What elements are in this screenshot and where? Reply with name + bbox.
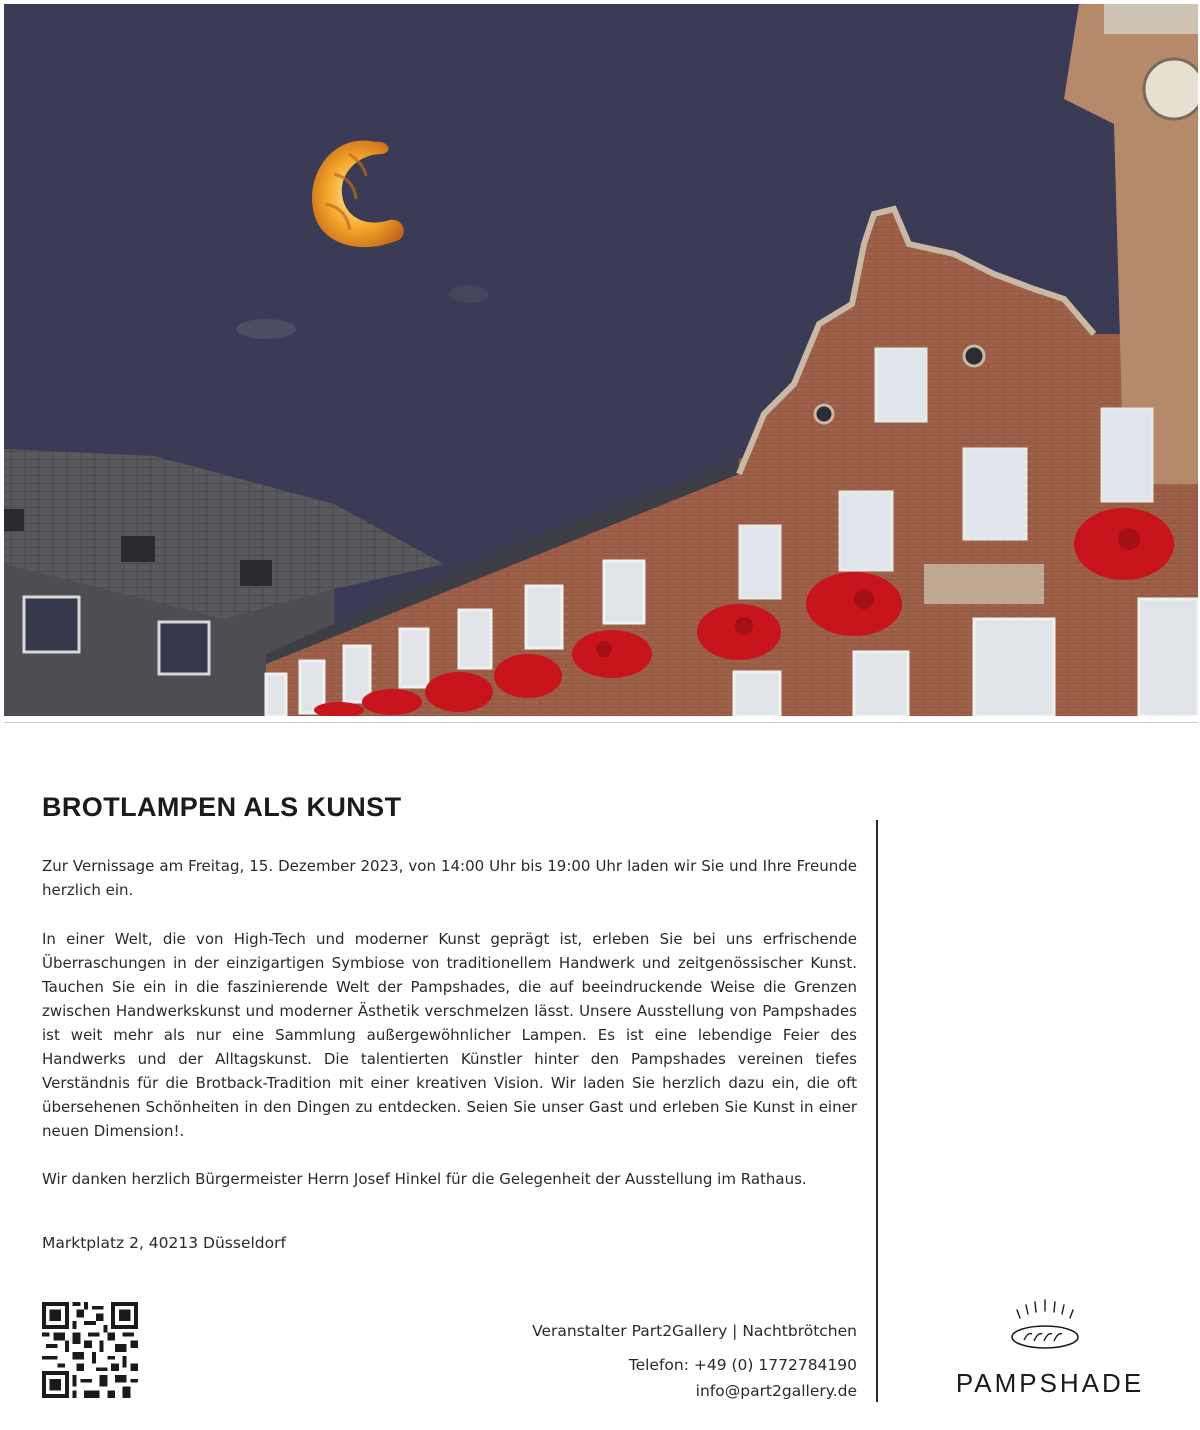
body-paragraph: In einer Welt, die von High-Tech und moderner Kunst geprägt ist, erleben Sie bei uns erfrischende Überraschungen in der einzigartigen Symbiose von traditionellem Handwerk und zeitgenössischer Kunst. Tauchen Sie ein in die faszinierende Welt der Pampshades, die auf beeindruckende Weise die Grenzen zwischen Handwerkskunst und moderner Ästhetik verschmelzen lässt. Unsere Ausstellung von Pampshades ist weit mehr als nur eine Sammlung außergewöhnlicher Lampen. Es ist eine lebendige Feier des Handwerks und der Alltagskunst. Die talentierten Künstler hinter den Pampshades vereinen tiefes Verständnis für die Brotback-Tradition mit einer kreativen Vision. Wir laden Sie herzlich dazu ein, die oft übersehenen Schönheiten in den Dingen zu entdecken. Seien Sie unser Gast und erleben Sie Kunst in einer neuen Dimension!. bbox=[42, 930, 857, 1140]
oculus-window bbox=[964, 346, 984, 366]
email[interactable]: info@part2gallery.de bbox=[695, 1382, 857, 1400]
vertical-divider bbox=[876, 820, 878, 1402]
window bbox=[459, 610, 491, 668]
window bbox=[840, 492, 892, 570]
cover-photo bbox=[4, 4, 1198, 716]
stone-portal bbox=[924, 564, 1044, 604]
window bbox=[24, 597, 79, 652]
thanks-paragraph: Wir danken herzlich Bürgermeister Herrn Josef Hinkel für die Gelegenheit der Ausstellung im Rathaus. bbox=[42, 1170, 807, 1188]
cloud-wisp bbox=[449, 285, 489, 303]
flower-box bbox=[362, 689, 422, 715]
address: Marktplatz 2, 40213 Düsseldorf bbox=[42, 1234, 286, 1252]
window bbox=[974, 619, 1054, 716]
logo-wordmark: PAMPSHADE bbox=[955, 1368, 1145, 1398]
flower-box bbox=[572, 630, 652, 678]
flower-box bbox=[425, 672, 493, 712]
flower-box bbox=[806, 572, 902, 636]
clock-face bbox=[1144, 59, 1198, 119]
qr-code-icon[interactable] bbox=[42, 1302, 138, 1398]
headline: BROTLAMPEN ALS KUNST bbox=[42, 792, 402, 822]
window bbox=[604, 561, 644, 623]
window bbox=[344, 646, 370, 702]
window bbox=[740, 526, 780, 598]
window bbox=[400, 629, 428, 687]
dormer-window bbox=[240, 560, 272, 586]
dormer-window bbox=[4, 509, 24, 531]
window bbox=[1139, 599, 1198, 716]
contact-block bbox=[532, 1318, 857, 1404]
photo-divider bbox=[4, 722, 1198, 723]
oculus-window bbox=[815, 405, 833, 423]
bread-logo-icon bbox=[1000, 1296, 1090, 1356]
window bbox=[734, 672, 780, 716]
window bbox=[159, 622, 209, 674]
organizer: Veranstalter Part2Gallery | Nachtbrötchen bbox=[532, 1322, 857, 1340]
dormer-window bbox=[121, 536, 155, 562]
window bbox=[876, 349, 926, 421]
window bbox=[854, 652, 908, 716]
intro-paragraph: Zur Vernissage am Freitag, 15. Dezember 2023, von 14:00 Uhr bis 19:00 Uhr laden wir Sie und Ihre Freunde herzlich ein. bbox=[42, 857, 857, 899]
window bbox=[266, 674, 286, 716]
phone[interactable]: Telefon: +49 (0) 1772784190 bbox=[628, 1356, 857, 1374]
window bbox=[964, 449, 1026, 539]
window bbox=[526, 586, 562, 648]
window bbox=[1102, 409, 1152, 501]
cloud-wisp bbox=[236, 319, 296, 339]
flower-box bbox=[494, 654, 562, 698]
pampshade-logo bbox=[905, 1296, 1195, 1406]
